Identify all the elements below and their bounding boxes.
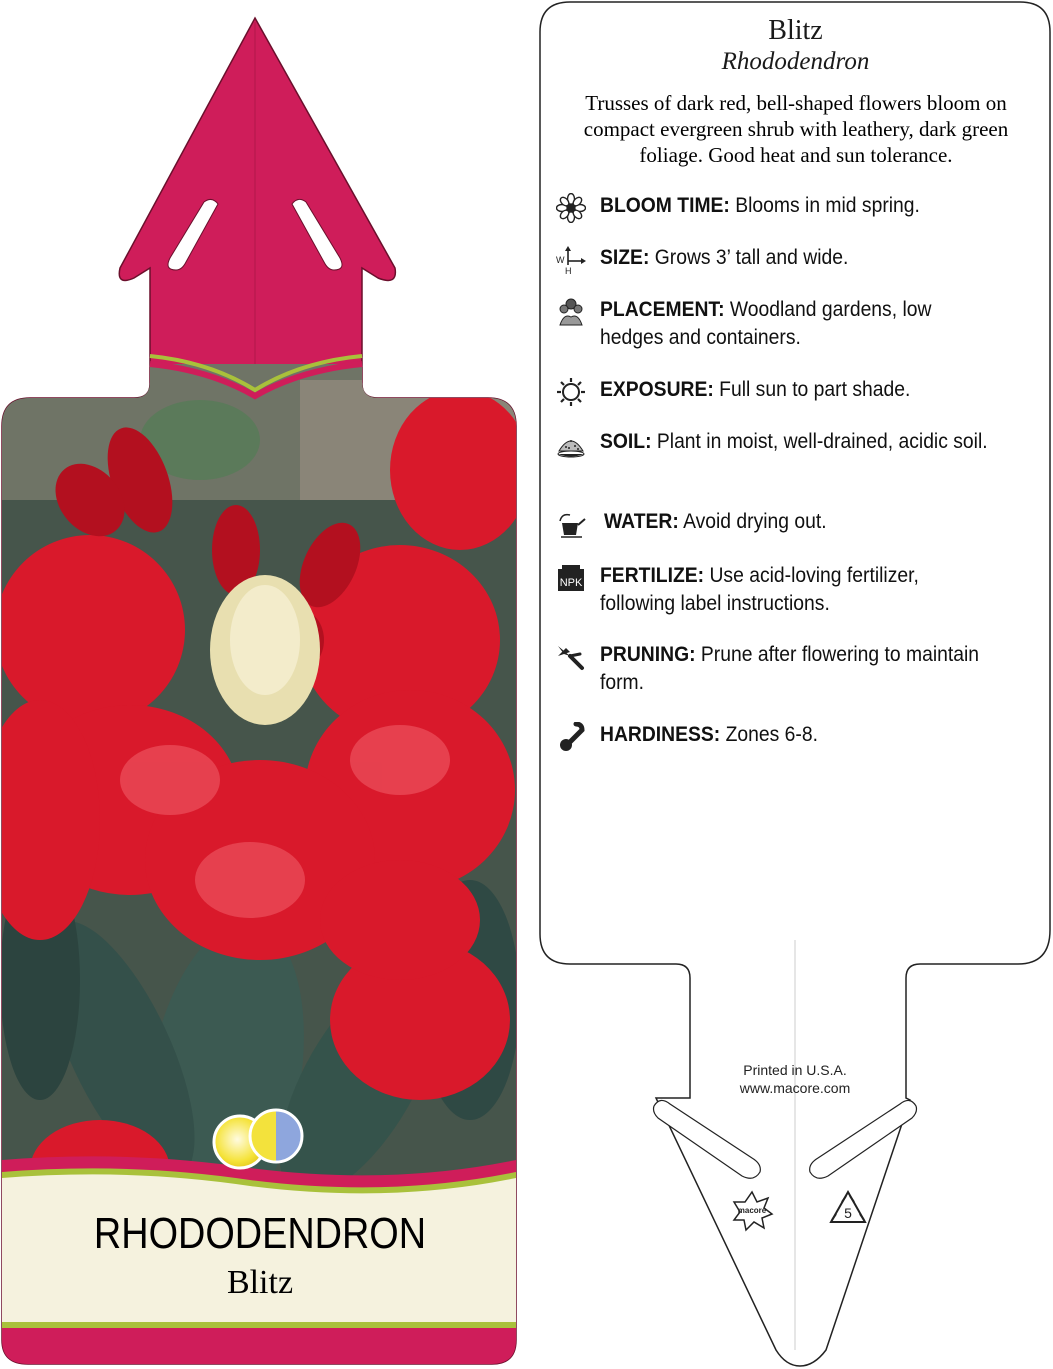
soil-icon: [556, 429, 586, 459]
recycle-number: 5: [844, 1205, 852, 1221]
npk-text: NPK: [559, 577, 583, 589]
front-cultivar-name: Blitz: [226, 1264, 294, 1301]
printed-in-usa: Printed in U.S.A. www.macore.com: [739, 1062, 851, 1096]
macore-logo-text: macore: [737, 1206, 767, 1215]
back-title: Blitz: [768, 15, 823, 46]
size-arrows-icon: [556, 245, 586, 275]
placement-icon: [556, 297, 586, 327]
size-icon-h: H: [565, 266, 572, 275]
pruners-icon: [556, 642, 586, 672]
front-tag: [0, 0, 520, 1369]
thermometer-icon: [556, 722, 586, 752]
part-shade-icon: [250, 1110, 302, 1162]
flower-icon: [556, 193, 586, 223]
size-icon-w: W: [556, 255, 565, 265]
back-latin-name: Rhododendron: [721, 48, 870, 75]
back-description: Trusses of dark red, bell-shaped flowers bloom on compact evergreen shrub with leathery, dark green foliage. Good heat and sun tolerance.: [583, 91, 1009, 167]
sun-icon: [556, 377, 586, 407]
fertilizer-npk-icon: [556, 563, 586, 593]
watering-can-icon: [556, 509, 586, 539]
front-genus-name: RHODODENDRON: [93, 1209, 427, 1258]
